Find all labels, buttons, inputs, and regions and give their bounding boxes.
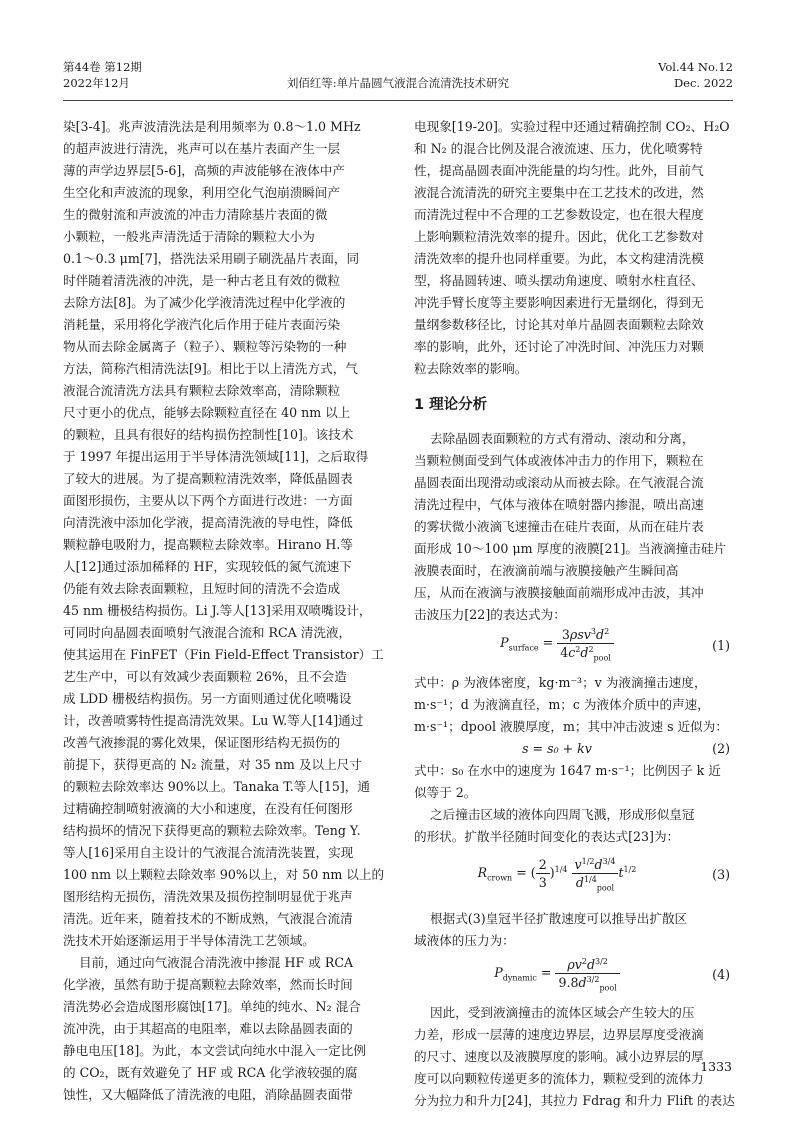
text-line: 的 CO₂，既有效避免了 HF 或 RCA 化学液较强的腐 (63, 1065, 358, 1080)
header-volume-issue: 第44卷 第12期 (63, 60, 142, 74)
intro-paragraph (414, 116, 734, 380)
text-line: 的颗粒去除效率达 90%以上。Tanaka T.等人[15]，通 (63, 779, 370, 794)
equation-1-definitions (414, 672, 734, 738)
right-column (414, 116, 734, 1112)
text-line: 艺生产中，可以有效减少表面颗粒 26%，且不会造 (63, 669, 347, 684)
text-line: 似等于 2。 (414, 785, 477, 800)
text-line: 分为拉力和升力[24]，其拉力 Fdrag 和升力 Flift 的表达 (414, 1093, 735, 1108)
header-rule (63, 100, 733, 101)
text-line: 的超声波进行清洗，兆声可以在基片表面产生一层 (63, 141, 341, 156)
paragraph-pressure (414, 908, 734, 952)
text-line: 清洗。近年来，随着技术的不断成熟，气液混合流清 (63, 911, 353, 926)
text-line: 式中：ρ 为液体密度，kg·m⁻³；v 为液滴撞击速度， (414, 675, 707, 690)
text-line: 尺寸更小的优点，能够去除颗粒直径在 40 nm 以上 (63, 405, 351, 420)
text-line: 物从而去除金属离子（粒子）、颗粒等污染物的一种 (63, 339, 347, 354)
text-line: 了较大的进展。为了提高颗粒清洗效率，降低晶圆表 (63, 471, 353, 486)
text-line: 而清洗过程中不合理的工艺参数设定，也在很大程度 (414, 207, 704, 222)
text-line: 颗粒静电吸附力，提高颗粒去除效率。Hirano H.等 (63, 537, 353, 552)
text-line: 方法，简称汽相清洗法[9]。相比于以上清洗方式，气 (63, 361, 358, 376)
text-line: 静电电压[18]。为此，本文尝试向纯水中混入一定比例 (63, 1043, 366, 1058)
text-line: 100 nm 以上颗粒去除效率 90%以上，对 50 nm 以上的 (63, 867, 385, 882)
text-line: 根据式(3)皇冠半径扩散速度可以推导出扩散区 (414, 911, 688, 926)
text-line: 生的微射流和声波流的冲击力清除基片表面的微 (63, 207, 328, 222)
text-line: 清洗过程中，气体与液体在喷射器内掺混，喷出高速 (414, 497, 704, 512)
text-line: 粒去除效率的影响。 (414, 361, 528, 376)
paragraph-particle-removal (414, 428, 734, 626)
header-running-title: 刘佰红等:单片晶圆气液混合流清洗技术研究 (286, 76, 510, 90)
text-line: 向清洗液中添加化学液，提高清洗液的导电性，降低 (63, 515, 353, 530)
text-line: 人[12]通过添加稀释的 HF，实现较低的氮气流速下 (63, 559, 352, 574)
text-line: 的颗粒，且具有很好的结构损伤控制性[10]。该技术 (63, 427, 354, 442)
text-line: 的雾状微小液滴飞速撞击在硅片表面，从而在硅片表 (414, 519, 704, 534)
text-line: 电现象[19-20]。实验过程中还通过精确控制 CO₂、H₂O (414, 119, 730, 134)
header-vol-en: Vol.44 No.12 (658, 60, 733, 74)
equation-4-number: (4) (712, 967, 730, 982)
text-line: 可同时向晶圆表面喷射气液混合流和 RCA 清洗液， (63, 625, 352, 640)
equation-1: $P_{surface}$ = $\frac{3\rho sv^3d^2}{4c^2d^2_{pool}}$ (1) (500, 626, 730, 663)
text-line: 和 N₂ 的混合比例及混合液流速、压力，优化喷雾特 (414, 141, 703, 156)
text-line: 之后撞击区域的液体向四周飞溅，形成形似皇冠 (414, 807, 695, 822)
text-line: 液混合流清洗方法具有颗粒去除效率高，清除颗粒 (63, 383, 341, 398)
text-line: 击波压力[22]的表达式为： (414, 607, 566, 622)
text-line: 流冲洗，由于其超高的电阻率，难以去除晶圆表面的 (63, 1021, 353, 1036)
equation-2-definitions (414, 760, 734, 804)
text-line: 冲洗手臂长度等主要影响因素进行无量纲化，得到无 (414, 295, 704, 310)
text-line: 45 nm 栅极结构损伤。Li J.等人[13]采用双喷嘴设计， (63, 603, 372, 618)
text-line: 成 LDD 栅极结构损伤。另一方面则通过优化喷嘴设 (63, 691, 352, 706)
text-line: m·s⁻¹；d 为液滴直径，m；c 为液体介质中的声速， (414, 697, 710, 712)
text-line: m·s⁻¹；dpool 液膜厚度，m；其中冲击波速 s 近似为： (414, 719, 728, 734)
text-line: 消耗量，采用将化学液汽化后作用于硅片表面污染 (63, 317, 341, 332)
text-line: 率的影响，此外，还讨论了冲洗时间、冲洗压力对颗 (414, 339, 704, 354)
text-line: 域液体的压力为： (414, 933, 515, 948)
text-line: 使其运用在 FinFET（Fin Field-Effect Transistor）工 (63, 647, 384, 662)
text-line: 等人[16]采用自主设计的气液混合流清洗装置，实现 (63, 845, 354, 860)
text-line: 前提下，获得更高的 N₂ 流量，对 35 nm 及以上尺寸 (63, 757, 362, 772)
page-number: 1333 (700, 1059, 732, 1074)
text-line: 液混合流清洗的研究主要集中在工艺技术的改进，然 (414, 185, 704, 200)
text-line: 染[3-4]。兆声波清洗法是利用频率为 0.8～1.0 MHz (63, 119, 361, 134)
text-line: 化学液，虽然有助于提高颗粒去除效率，然而长时间 (63, 977, 353, 992)
text-line: 力差，形成一层薄的速度边界层，边界层厚度受液滴 (414, 1027, 704, 1042)
text-line: 薄的声学边界层[5-6]，高频的声波能够在液体中产 (63, 163, 345, 178)
text-line: 生空化和声波流的现象，利用空化气泡崩溃瞬间产 (63, 185, 341, 200)
header-date-en: Dec. 2022 (673, 76, 733, 90)
text-line: 面形成 10～100 μm 厚度的液膜[21]。当液滴撞击硅片 (414, 541, 727, 556)
text-line: 液膜表面时，在液滴前端与液膜接触产生瞬间高 (414, 563, 679, 578)
text-line: 去除方法[8]。为了减少化学液清洗过程中化学液的 (63, 295, 346, 310)
text-line: 目前，通过向气液混合清洗液中掺混 HF 或 RCA (63, 955, 354, 970)
text-line: 0.1～0.3 μm[7]，搭洗法采用刷子刷洗晶片表面，同 (63, 251, 360, 266)
text-line: 清洗势必会造成图形腐蚀[17]。单纯的纯水、N₂ 混合 (63, 999, 361, 1014)
text-line: 压，从而在液滴与液膜接触面前端形成冲击波，其冲 (414, 585, 704, 600)
text-line: 小颗粒，一般兆声清洗适于清除的颗粒大小为 (63, 229, 315, 244)
text-line: 图形结构无损伤，清洗效果及损伤控制明显优于兆声 (63, 889, 353, 904)
equation-2 (414, 738, 734, 760)
text-line: 的尺寸、速度以及液膜厚度的影响。减小边界层的厚 (414, 1049, 704, 1064)
equation-3-number: (3) (712, 867, 730, 882)
text-line: 因此，受到液滴撞击的流体区域会产生较大的压 (414, 1005, 695, 1020)
equation-4: $P_{dynamic}$ = $\frac{\rho v^2d^{3/2}}{9.8d^{3/2}_{pool}}$ (4) (494, 956, 730, 993)
equation-2-number: (2) (712, 741, 730, 756)
text-line: 当颗粒侧面受到气体或液体冲击力的作用下，颗粒在 (414, 453, 704, 468)
left-column (63, 116, 383, 1106)
paragraph-boundary-layer (414, 1002, 734, 1112)
equation-1-number: (1) (712, 638, 730, 653)
equation-2-text: s = s₀ + kv (522, 741, 592, 756)
text-line: 式中：s₀ 在水中的速度为 1647 m·s⁻¹；比例因子 k 近 (414, 763, 721, 778)
text-line: 改善气液掺混的雾化效果，保证图形结构无损伤的 (63, 735, 341, 750)
text-line: 清洗效率的提升也同样重要。为此，本文构建清洗模 (414, 251, 704, 266)
text-line: 的形状。扩散半径随时间变化的表达式[23]为： (414, 829, 680, 844)
text-line: 仍能有效去除表面颗粒，且短时间的清洗不会造成 (63, 581, 341, 596)
text-line: 结构损坏的情况下获得更高的颗粒去除效率。Teng Y. (63, 823, 361, 838)
text-line: 计，改善喷雾特性提高清洗效果。Lu W.等人[14]通过 (63, 713, 364, 728)
text-line: 去除晶圆表面颗粒的方式有滑动、滚动和分离， (414, 431, 695, 446)
text-line: 蚀性，又大幅降低了清洗液的电阻，消除晶圆表面带 (63, 1087, 353, 1102)
text-line: 面图形损伤，主要从以下两个方面进行改进：一方面 (63, 493, 353, 508)
paragraph-crown (414, 804, 734, 848)
text-line: 晶圆表面出现滑动或滚动从而被去除。在气液混合流 (414, 475, 704, 490)
equation-3: $R_{crown}$ = ( $\frac{2}{3}$ )$^{1/4}$ $\frac{v^{1/2}d^{3/4}}{d^{1/4}_{pool}}$ $t^{1/2}$ (3) (477, 856, 730, 893)
section-title: 1 理论分析 (414, 397, 488, 413)
text-line: 性，提高晶圆表面冲洗能量的均匀性。此外，目前气 (414, 163, 704, 178)
text-line: 时伴随着清洗液的冲洗，是一种古老且有效的微粒 (63, 273, 341, 288)
text-line: 度可以向颗粒传递更多的流体力，颗粒受到的流体力 (414, 1071, 704, 1086)
text-line: 上影响颗粒清洗效率的提升。因此，优化工艺参数对 (414, 229, 704, 244)
text-line: 型，将晶圆转速、喷头摆动角速度、喷射水柱直径、 (414, 273, 704, 288)
header-date: 2022年12月 (63, 76, 130, 90)
text-line: 洗技术开始逐渐运用于半导体清洗工艺领域。 (63, 933, 315, 948)
text-line: 量纲参数移径比，讨论其对单片晶圆表面颗粒去除效 (414, 317, 704, 332)
text-line: 于 1997 年提出运用于半导体清洗领域[11]，之后取得 (63, 449, 369, 464)
text-line: 过精确控制喷射液滴的大小和速度，在没有任何图形 (63, 801, 353, 816)
